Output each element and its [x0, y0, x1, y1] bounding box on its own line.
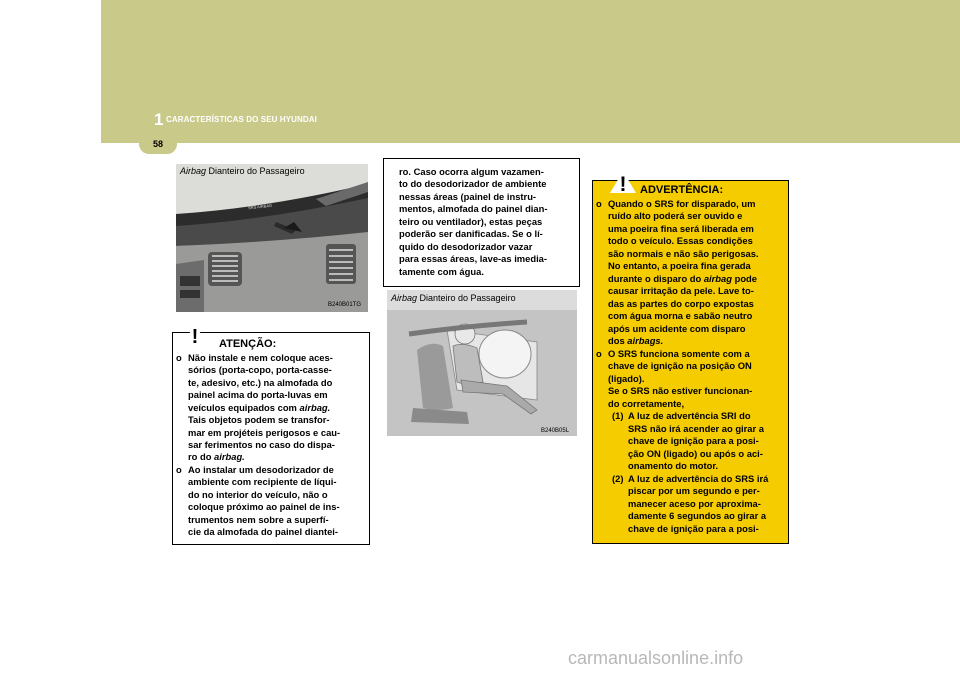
- caution-line-italic: airbag.: [214, 451, 245, 462]
- continuation-line: quido do desodorizador vazar: [399, 241, 533, 252]
- warning-line: após um acidente com disparo: [608, 323, 746, 334]
- page-number: 58: [152, 139, 163, 149]
- warning-bullet-2: o: [596, 348, 602, 359]
- warning-line: com água morna e sabão neutro: [608, 310, 753, 321]
- warning-line: onamento do motor.: [628, 460, 719, 471]
- caution-line: sar ferimentos no caso do dispa-: [188, 439, 335, 450]
- caution-line-part: ro do: [188, 451, 215, 462]
- continuation-line: to do desodorizador de ambiente: [399, 178, 547, 189]
- warning-line: manecer aceso por aproxima-: [628, 498, 761, 509]
- caution-line: trumentos nem sobre a superfí-: [188, 514, 329, 525]
- warning-line: das as partes do corpo expostas: [608, 298, 754, 309]
- caution-line: [188, 402, 330, 414]
- continuation-line: poderão ser danificadas. Se o lí-: [399, 228, 543, 239]
- warning-line: SRS não irá acender ao girar a: [628, 423, 764, 434]
- warning-line-part: durante o disparo do: [608, 273, 704, 284]
- warning-line: O SRS funciona somente com a: [608, 348, 750, 359]
- warning-line: chave de ignição para a posi-: [628, 523, 759, 534]
- warning-line: causar irritação da pele. Lave to-: [608, 285, 754, 296]
- continuation-line: mentos, almofada do painel dian-: [399, 203, 548, 214]
- caution-line: Não instale e nem coloque aces-: [188, 352, 333, 363]
- caution-line-italic: airbag.: [299, 402, 331, 413]
- caution-line: Tais objetos podem se transfor-: [188, 414, 330, 425]
- dashboard-illustration: [176, 164, 368, 312]
- figure1-code: B240B01TG: [328, 302, 362, 308]
- dashboard-figure: [176, 164, 368, 312]
- figure1-caption: [180, 166, 305, 176]
- warning-title: ADVERTÊNCIA:: [640, 184, 724, 196]
- caution-line: [188, 451, 245, 463]
- caution-bullet-2: o: [176, 464, 182, 475]
- caution-warning-icon: [182, 324, 208, 346]
- chapter-title: CARACTERÍSTICAS DO SEU HYUNDAI: [166, 115, 318, 124]
- caution-line: painel acima do porta-luvas em: [188, 389, 328, 400]
- warning-line: (ligado).: [608, 373, 645, 384]
- warning-icon: [609, 170, 637, 194]
- warning-line: [608, 273, 757, 285]
- caution-bullet-1: o: [176, 352, 182, 363]
- dash-srs-label: SRS AIRBAG: [247, 202, 273, 211]
- continuation-line: ro. Caso ocorra algum vazamen-: [399, 166, 544, 177]
- warning-line: uma poeira fina será liberada em: [608, 223, 754, 234]
- warning-line: chave de ignição para a posi-: [628, 435, 759, 446]
- figure2-caption: [391, 293, 516, 303]
- continuation-line: tamente com água.: [399, 266, 484, 277]
- watermark: carmanualsonline.info: [568, 648, 744, 668]
- warning-line: todo o veículo. Essas condições: [608, 235, 753, 246]
- passenger-airbag-illustration: [387, 290, 577, 436]
- figure1-caption-rest: Dianteiro do Passageiro: [206, 166, 305, 176]
- caution-line: Ao instalar um desodorizador de: [188, 464, 334, 475]
- warning-line: são normais e não são perigosas.: [608, 248, 759, 259]
- warning-line: A luz de advertência do SRS irá: [628, 473, 769, 484]
- caution-line: do no interior do veículo, não o: [188, 489, 328, 500]
- caution-line-part: veículos equipados com: [188, 402, 300, 413]
- continuation-line: para essas áreas, lave-as imedia-: [399, 253, 548, 264]
- warning-line: ção ON (ligado) ou após o aci-: [628, 448, 763, 459]
- caution-line: ambiente com recipiente de líqui-: [188, 476, 337, 487]
- warning-line: chave de ignição na posição ON: [608, 360, 752, 371]
- caution-line: te, adesivo, etc.) na almofada do: [188, 377, 333, 388]
- figure2-code: B240B05L: [541, 428, 570, 434]
- figure1-caption-italic: Airbag: [180, 166, 207, 176]
- chapter-number: 1: [154, 110, 164, 129]
- warning-line: [608, 335, 663, 347]
- warning-line-part: pode: [731, 273, 757, 284]
- caution-line: mar em projéteis perigosos e cau-: [188, 427, 341, 438]
- warning-sub2-label: (2): [612, 473, 624, 484]
- warning-line-italic: airbag: [703, 273, 732, 284]
- warning-line-italic: airbags.: [627, 335, 664, 346]
- svg-text:!: !: [619, 173, 627, 194]
- continuation-line: nessas áreas (painel de instru-: [399, 191, 537, 202]
- figure2-caption-rest: Dianteiro do Passageiro: [417, 293, 516, 303]
- warning-line: do corretamente,: [608, 398, 685, 409]
- warning-line: Quando o SRS for disparado, um: [608, 198, 756, 209]
- caution-line: cie da almofada do painel diantei-: [188, 526, 339, 537]
- continuation-line: teiro ou ventilador), estas peças: [399, 216, 543, 227]
- warning-line: A luz de advertência SRI do: [628, 410, 751, 421]
- svg-text:!: !: [191, 326, 199, 346]
- caution-line: sórios (porta-copo, porta-casse-: [188, 364, 332, 375]
- passenger-airbag-figure: [387, 290, 577, 436]
- warning-sub1-label: (1): [612, 410, 624, 421]
- warning-line: Se o SRS não estiver funcionan-: [608, 385, 753, 396]
- warning-bullet-1: o: [596, 198, 602, 209]
- caution-line: coloque próximo ao painel de ins-: [188, 501, 340, 512]
- warning-line: No entanto, a poeira fina gerada: [608, 260, 751, 271]
- warning-line-part: dos: [608, 335, 628, 346]
- figure2-caption-italic: Airbag: [391, 293, 418, 303]
- caution-title: ATENÇÃO:: [219, 338, 277, 350]
- warning-line: damente 6 segundos ao girar a: [628, 510, 767, 521]
- warning-line: piscar por um segundo e per-: [628, 485, 760, 496]
- warning-line: ruído alto poderá ser ouvido e: [608, 210, 743, 221]
